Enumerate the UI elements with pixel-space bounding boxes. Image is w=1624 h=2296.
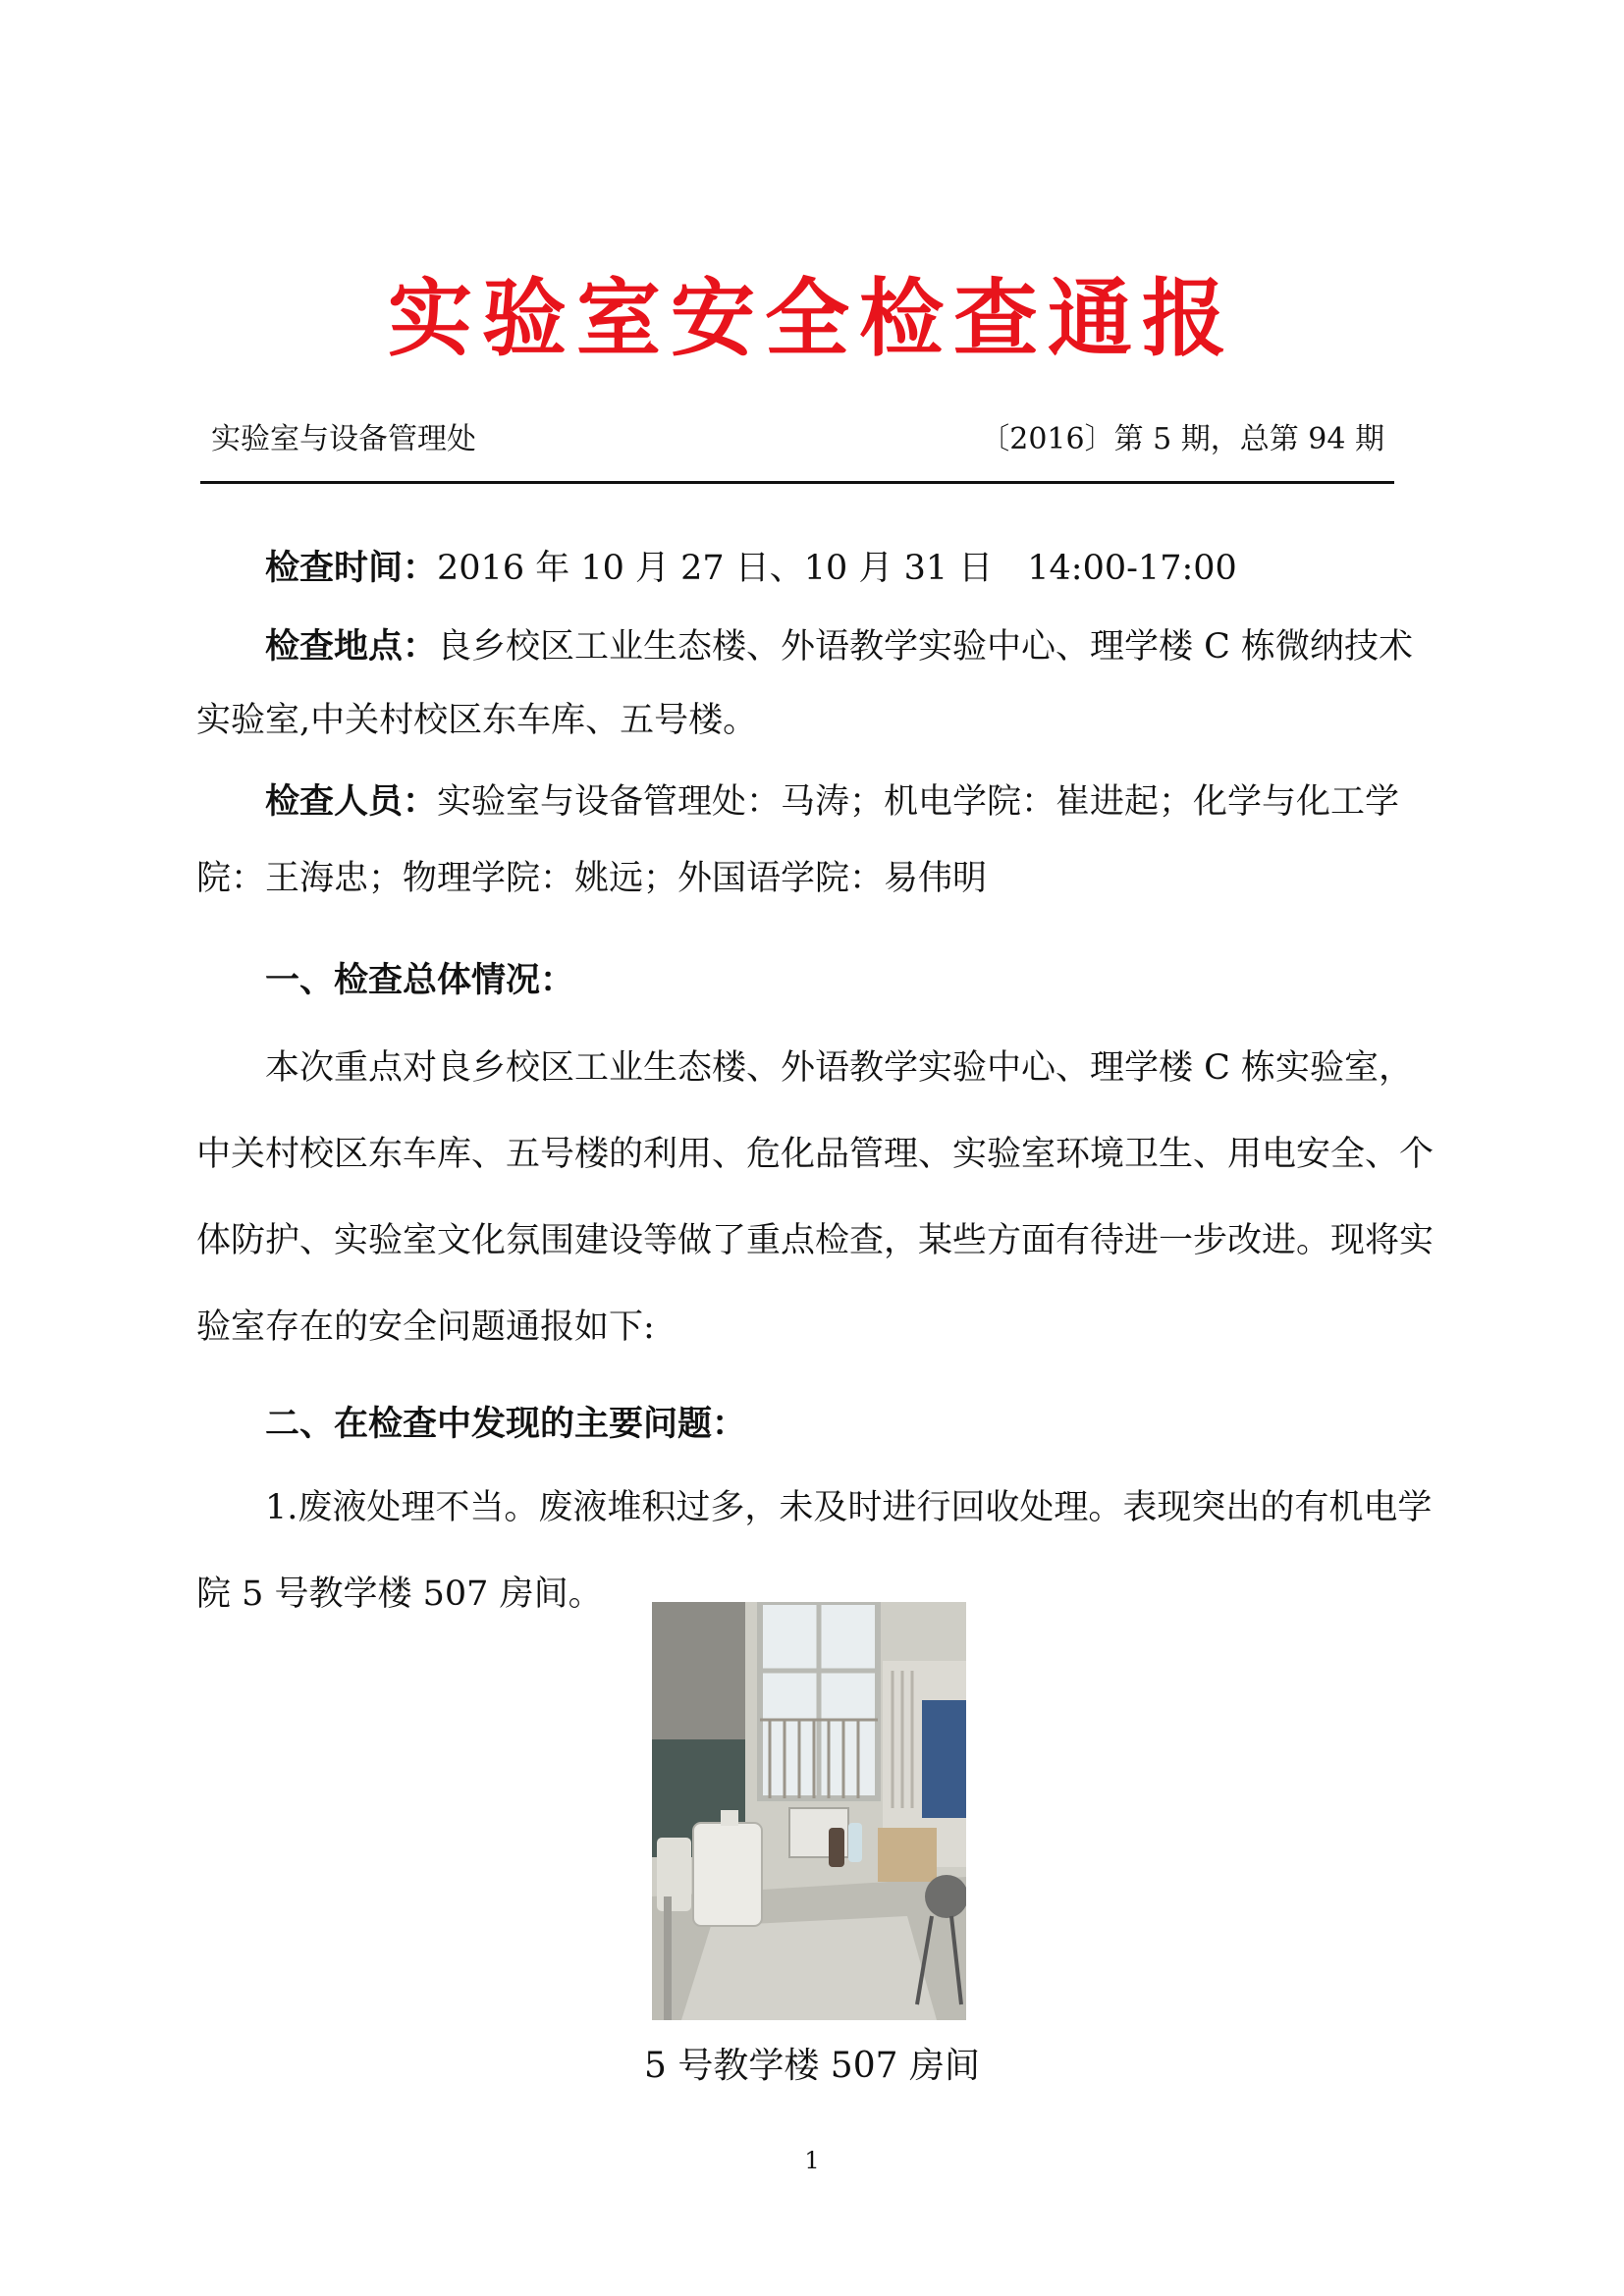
header-row [211,420,1384,459]
lab-room-photo [652,1602,966,2020]
inspection-time-value: 2016 年 10 月 27 日、10 月 31 日 14:00-17:00 [437,549,1237,588]
header-divider [200,481,1394,484]
lab-room-photo-image [652,1602,966,2020]
inspection-place-label: 检查地点： [265,627,438,667]
inspection-people-label: 检查人员： [265,782,438,822]
page-number: 1 [804,2147,820,2174]
department-name: 实验室与设备管理处 [211,422,476,456]
report-title: 实验室安全检查通报 [388,270,1236,368]
inspection-place [196,611,1443,758]
inspection-time-label: 检查时间： [265,549,438,588]
overall-heading: 一、检查总体情况： [265,961,575,1000]
problem-1: 1.废液处理不当。废液堆积过多，未及时进行回收处理。表现突出的有机电学院 5 号教学楼 507 房间。 [196,1488,1433,1614]
inspection-time [196,526,1443,611]
inspection-place-value: 良乡校区工业生态楼、外语教学实验中心、理学楼 C 栋微纳技术实验室,中关村校区东车库、五号楼。 [196,627,1414,740]
issue-number: 〔2016〕第 5 期，总第 94 期 [980,422,1384,456]
inspection-people [196,764,1443,917]
report-body [196,526,1443,1637]
photo-caption: 5 号教学楼 507 房间 [644,2046,980,2086]
overall-text: 本次重点对良乡校区工业生态楼、外语教学实验中心、理学楼 C 栋实验室，中关村校区东车库、五号楼的利用、危化品管理、实验室环境卫生、用电安全、个体防护、实验室文化氛围建设等做了重点检查，某些方面有待进一步改进。现将实验室存在的安全问题通报如下: [196,1048,1435,1347]
problems-heading: 二、在检查中发现的主要问题： [265,1405,747,1444]
inspection-people-value: 实验室与设备管理处：马涛；机电学院：崔进起；化学与化工学院：王海忠；物理学院：姚远；外国语学院：易伟明 [196,782,1400,898]
